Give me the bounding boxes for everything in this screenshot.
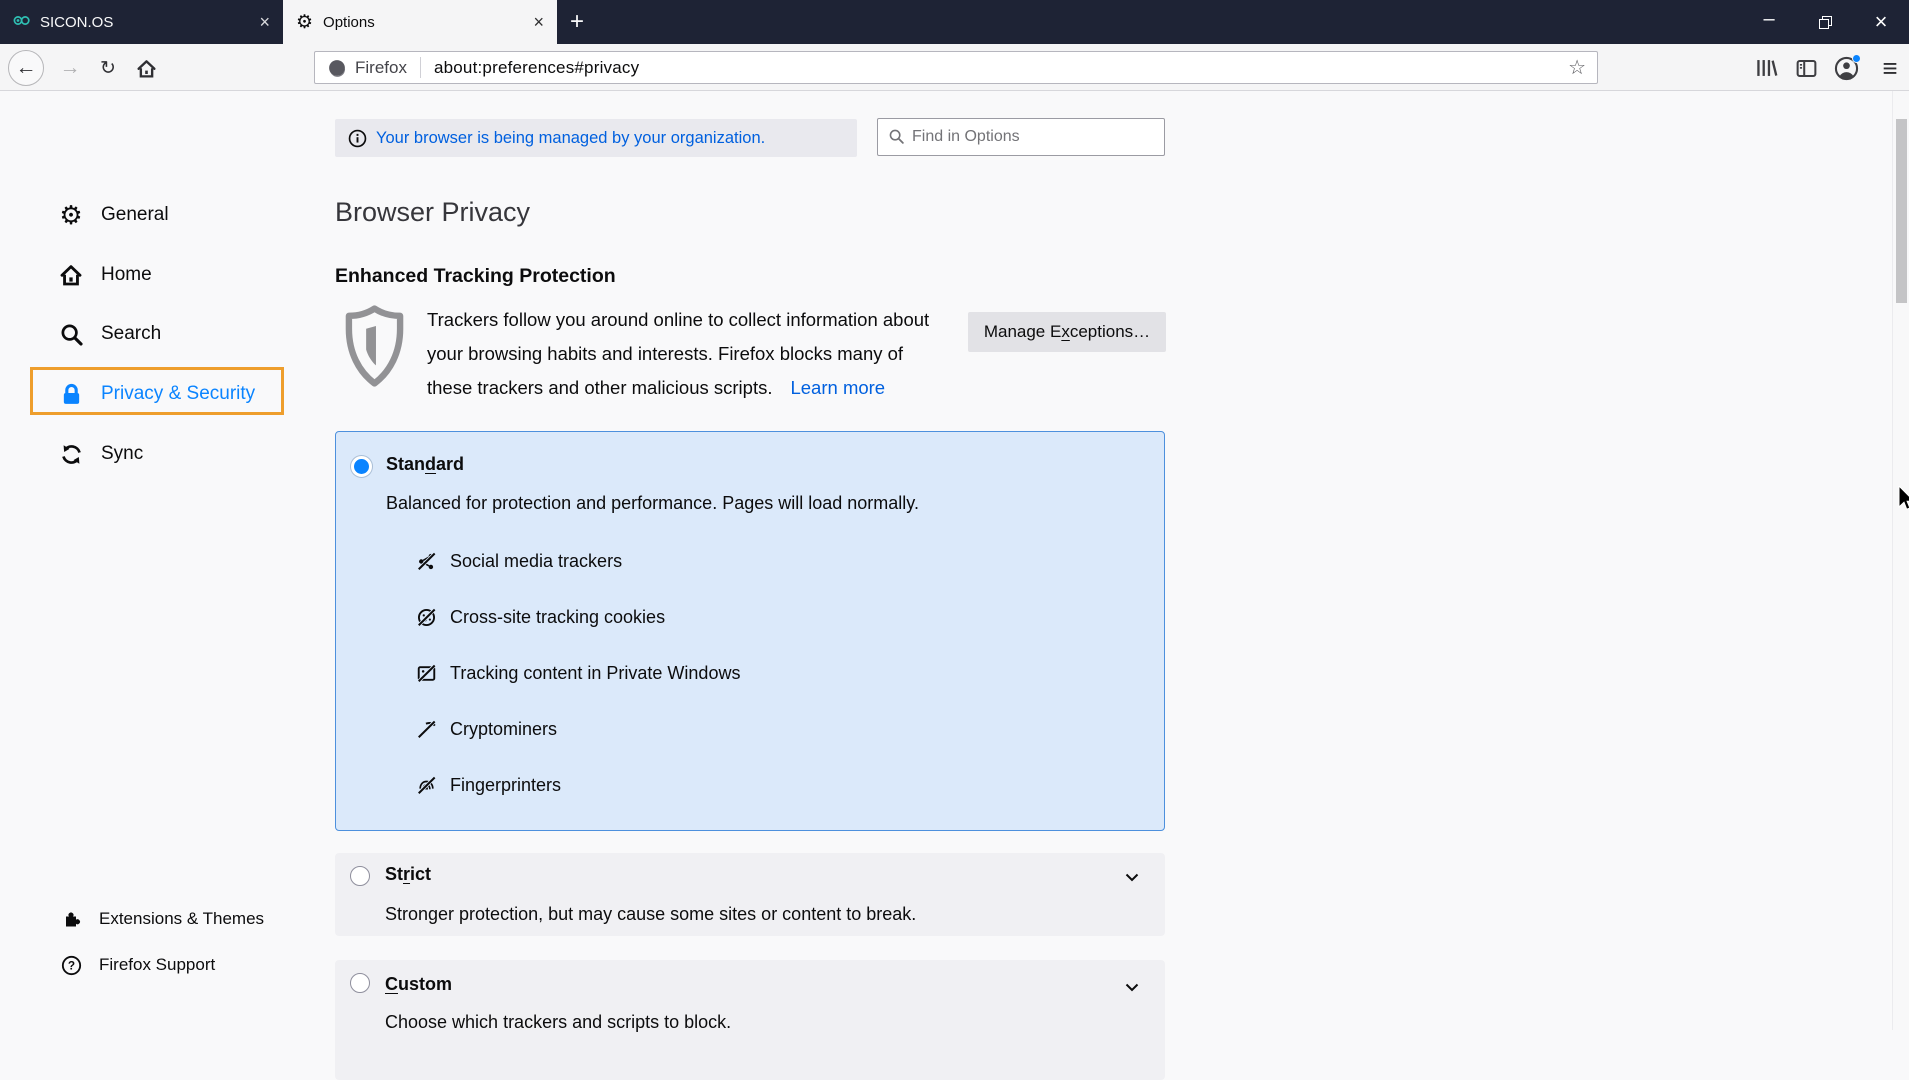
scrollbar-track[interactable] xyxy=(1892,91,1909,1030)
blocked-item-fingerprinters xyxy=(416,772,561,798)
blocked-item-tracking-content xyxy=(416,660,740,686)
identity-label: Firefox xyxy=(355,57,407,77)
blocked-item-cookies xyxy=(416,604,665,630)
search-icon xyxy=(888,128,905,145)
account-notification-dot xyxy=(1852,54,1861,63)
etp-description-line: these trackers and other malicious scripts. Learn more xyxy=(427,377,886,398)
sidebar-item-label: Sync xyxy=(101,443,144,464)
sidebar-item-firefox-support[interactable] xyxy=(58,942,215,988)
standard-label: Standard xyxy=(386,454,465,474)
etp-description xyxy=(427,303,929,405)
blocked-item-label: Fingerprinters xyxy=(450,774,562,795)
library-icon xyxy=(1756,58,1778,78)
blocked-item-label: Cryptominers xyxy=(450,718,558,739)
preferences-main xyxy=(335,91,1195,1030)
gear-icon: ⚙ xyxy=(59,200,83,230)
menu-button[interactable] xyxy=(1872,50,1908,86)
custom-radio[interactable] xyxy=(350,973,370,993)
blocked-item-social xyxy=(416,548,622,574)
forward-button[interactable]: → xyxy=(59,56,81,79)
navigation-toolbar xyxy=(0,44,1909,91)
highlight-annotation-box xyxy=(30,367,284,415)
firefox-logo-icon xyxy=(328,59,346,77)
restore-button[interactable] xyxy=(1797,0,1853,44)
url-text: about:preferences#privacy xyxy=(433,57,640,77)
home-button[interactable] xyxy=(128,50,164,86)
tab-close-icon[interactable]: × xyxy=(533,12,544,32)
fingerprinters-blocked-icon xyxy=(416,775,437,796)
tracking-content-blocked-icon xyxy=(416,663,437,684)
etp-description-line: Trackers follow you around online to collect information about xyxy=(427,309,930,330)
social-media-blocked-icon xyxy=(416,551,437,572)
sidebar-item-general[interactable] xyxy=(58,192,169,238)
page-title: Browser Privacy xyxy=(335,197,531,227)
manage-exceptions-button[interactable]: Manage Exceptions… xyxy=(968,312,1166,352)
sidebar-item-label: Home xyxy=(101,264,152,285)
tab-options[interactable] xyxy=(283,0,557,44)
minimize-button[interactable]: – xyxy=(1763,7,1775,30)
svg-text:?: ? xyxy=(67,958,75,973)
strict-label: Strict xyxy=(385,864,432,884)
gear-favicon-icon: ⚙ xyxy=(296,11,314,33)
new-tab-button[interactable]: + xyxy=(569,8,584,35)
learn-more-link[interactable]: Learn more xyxy=(790,377,886,398)
sidebar-item-label: Privacy & Security xyxy=(101,383,256,404)
home-icon xyxy=(58,262,84,288)
etp-description-line: your browsing habits and interests. Firefox blocks many of xyxy=(427,343,904,364)
managed-banner-text[interactable]: Your browser is being managed by your organization. xyxy=(376,128,766,147)
hamburger-menu-icon: ≡ xyxy=(1882,52,1898,83)
back-button[interactable]: ← xyxy=(8,50,44,86)
blocked-item-label: Cross-site tracking cookies xyxy=(450,606,666,627)
sidebars-icon xyxy=(1796,59,1817,78)
tab-bar xyxy=(0,0,1909,44)
account-button[interactable] xyxy=(1828,50,1864,86)
bookmark-star-icon[interactable]: ☆ xyxy=(1568,57,1586,79)
tab-sicon-os[interactable] xyxy=(0,0,283,44)
etp-custom-card[interactable] xyxy=(335,960,1165,1080)
tab-close-icon[interactable]: × xyxy=(259,12,270,32)
sidebar-item-home[interactable] xyxy=(58,252,152,298)
sidebar-item-sync[interactable] xyxy=(58,431,143,477)
preferences-sidebar xyxy=(0,91,310,1030)
cookies-blocked-icon xyxy=(416,607,437,628)
home-icon xyxy=(136,58,157,79)
etp-heading: Enhanced Tracking Protection xyxy=(335,265,616,287)
standard-description: Balanced for protection and performance. Pages will load normally. xyxy=(386,493,919,513)
mouse-cursor xyxy=(1898,486,1909,517)
blocked-item-label: Social media trackers xyxy=(450,550,623,571)
custom-label: Custom xyxy=(385,974,452,994)
strict-radio[interactable] xyxy=(350,866,370,886)
sidebars-button[interactable] xyxy=(1788,50,1824,86)
sync-icon xyxy=(58,441,84,467)
blocked-item-label: Tracking content in Private Windows xyxy=(450,662,741,683)
window-controls xyxy=(1741,0,1909,44)
identity-box[interactable] xyxy=(315,58,420,78)
sidebar-item-label: Search xyxy=(101,323,162,344)
sidebar-item-search[interactable] xyxy=(58,311,161,357)
cryptominers-blocked-icon xyxy=(416,719,437,740)
chevron-down-icon[interactable] xyxy=(1125,979,1139,997)
url-bar[interactable] xyxy=(314,51,1598,84)
sidebar-item-extensions-themes[interactable] xyxy=(58,896,264,942)
puzzle-piece-icon xyxy=(58,906,84,932)
sidebar-item-label: General xyxy=(101,204,169,225)
sicon-favicon-icon xyxy=(13,12,30,33)
find-in-options-input[interactable] xyxy=(877,118,1165,156)
sidebar-item-label: Extensions & Themes xyxy=(99,909,265,928)
find-in-options xyxy=(877,118,1165,156)
etp-standard-card[interactable] xyxy=(335,431,1165,831)
shield-icon xyxy=(343,304,406,393)
standard-radio[interactable] xyxy=(351,456,372,477)
custom-description: Choose which trackers and scripts to block. xyxy=(385,1012,732,1032)
scrollbar-thumb[interactable] xyxy=(1896,119,1907,303)
info-icon xyxy=(348,129,367,148)
library-button[interactable] xyxy=(1749,50,1785,86)
etp-strict-card[interactable] xyxy=(335,853,1165,936)
restore-icon xyxy=(1819,16,1832,29)
managed-browser-banner[interactable] xyxy=(335,119,857,157)
sidebar-item-label: Firefox Support xyxy=(99,955,216,974)
reload-button[interactable]: ↻ xyxy=(100,57,116,79)
tab-title: Options xyxy=(323,13,375,31)
question-circle-icon xyxy=(58,952,84,978)
blocked-item-cryptominers xyxy=(416,716,557,742)
tab-title: SICON.OS xyxy=(40,13,114,31)
strict-description: Stronger protection, but may cause some sites or content to break. xyxy=(385,904,917,924)
search-icon xyxy=(58,321,84,347)
chevron-down-icon[interactable] xyxy=(1125,869,1139,887)
close-window-button[interactable]: × xyxy=(1874,9,1888,34)
